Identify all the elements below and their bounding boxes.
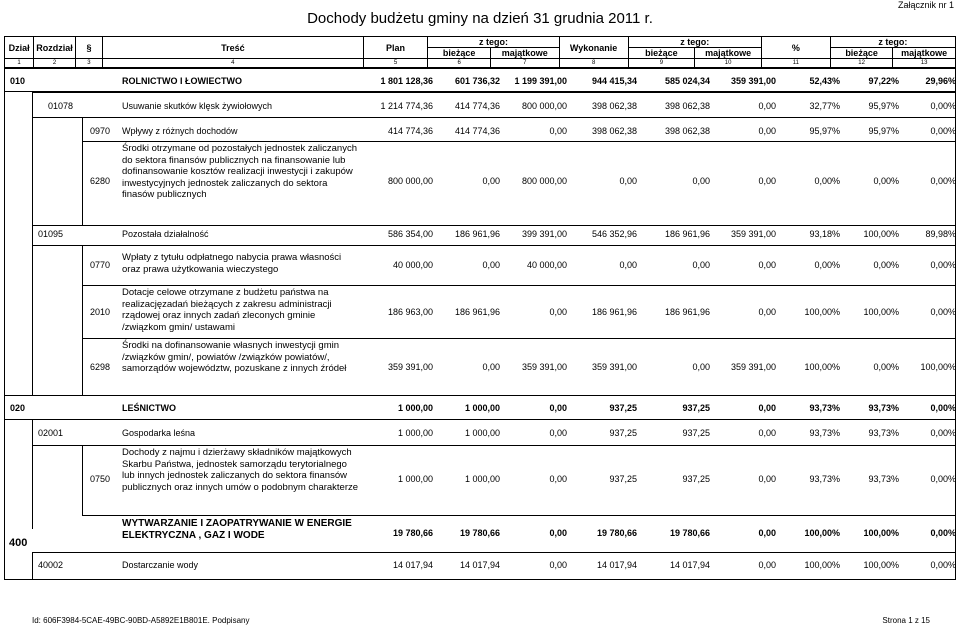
percent-biezace: 100,00%: [863, 307, 899, 317]
rozdzial-code: 40002: [38, 560, 64, 570]
percent-majatkowe: 100,00%: [920, 362, 956, 372]
percent-majatkowe: 29,96%: [925, 76, 956, 86]
plan-majatkowe: 800 000,00: [521, 176, 567, 186]
plan-biezace: 19 780,66: [459, 528, 500, 538]
percent: 95,97%: [809, 126, 840, 136]
plan-biezace: 1 000,00: [464, 403, 500, 413]
percent-majatkowe: 0,00%: [930, 176, 956, 186]
percent: 93,73%: [809, 428, 840, 438]
col-proc-ztego: z tego:: [830, 37, 955, 48]
dzial-code: 010: [10, 76, 26, 86]
percent-majatkowe: 0,00%: [930, 560, 956, 570]
divider: [4, 419, 956, 420]
paragraf-code: 0770: [90, 260, 111, 270]
percent-majatkowe: 0,00%: [930, 307, 956, 317]
percent-biezace: 0,00%: [873, 176, 899, 186]
row-name: Dochody z najmu i dzierżawy składników majątkowych Skarbu Państwa, jednostek samorządu terytorialnego lub innych jednostek zaliczanych do sektora finansów publicznych oraz innych umów o podobnym charakterze: [122, 447, 359, 493]
col-majatkowe-3: majątkowe: [893, 48, 956, 59]
col-plan: Plan: [363, 37, 428, 59]
col-dzial: Dział: [5, 37, 34, 59]
wyk-biezace: 398 062,38: [664, 101, 710, 111]
paragraf-code: 2010: [90, 307, 111, 317]
wyk-biezace: 585 024,34: [664, 76, 710, 86]
divider: [82, 338, 956, 339]
percent-biezace: 100,00%: [863, 528, 899, 538]
col-num: 9: [628, 59, 695, 68]
rozdzial-code: 02001: [38, 428, 64, 438]
plan-value: 359 391,00: [387, 362, 433, 372]
divider: [32, 92, 33, 395]
wyk-majatkowe: 359 391,00: [730, 76, 776, 86]
percent-biezace: 0,00%: [873, 260, 899, 270]
plan-value: 19 780,66: [392, 528, 433, 538]
divider: [4, 579, 956, 580]
percent-majatkowe: 89,98%: [925, 229, 956, 239]
wykonanie-value: 937,25: [609, 428, 637, 438]
divider: [82, 117, 83, 225]
row-name: Pozostała działalność: [122, 229, 209, 239]
wykonanie-value: 944 415,34: [591, 76, 637, 86]
plan-majatkowe: 0,00: [549, 528, 567, 538]
row-name: Gospodarka leśna: [122, 428, 196, 438]
col-rozdzial: Rozdział: [34, 37, 76, 59]
col-num: 11: [761, 59, 830, 68]
wyk-majatkowe: 0,00: [758, 428, 776, 438]
row-name: Dotacje celowe otrzymane z budżetu państwa na realizacjęzadań bieżących z zakresu administracji rządowej oraz innych zadań zleconych gminie /związkom gmin/ ustawami: [122, 287, 332, 333]
page-title: Dochody budżetu gminy na dzień 31 grudnia 2011 r.: [307, 10, 653, 27]
divider: [4, 68, 956, 69]
wyk-majatkowe: 0,00: [758, 403, 776, 413]
wyk-majatkowe: 0,00: [758, 126, 776, 136]
wykonanie-value: 359 391,00: [591, 362, 637, 372]
plan-biezace: 186 961,96: [454, 229, 500, 239]
col-procent: %: [761, 37, 830, 59]
col-num: 3: [75, 59, 102, 68]
plan-biezace: 414 774,36: [454, 101, 500, 111]
wykonanie-value: 14 017,94: [596, 560, 637, 570]
divider: [82, 117, 956, 118]
plan-majatkowe: 0,00: [549, 307, 567, 317]
wykonanie-value: 546 352,96: [591, 229, 637, 239]
col-biezace-2: bieżące: [628, 48, 695, 59]
percent: 52,43%: [809, 76, 840, 86]
wyk-biezace: 937,25: [682, 474, 710, 484]
col-tresc: Treść: [103, 37, 364, 59]
row-name: ROLNICTWO I ŁOWIECTWO: [122, 76, 242, 86]
col-num: 12: [830, 59, 893, 68]
table-header: [4, 36, 956, 68]
wykonanie-value: 0,00: [619, 260, 637, 270]
row-name: Wpływy z różnych dochodów: [122, 126, 238, 136]
percent-majatkowe: 0,00%: [930, 101, 956, 111]
divider: [955, 68, 956, 580]
percent-biezace: 97,22%: [868, 76, 899, 86]
divider: [32, 445, 956, 446]
paragraf-code: 6280: [90, 176, 111, 186]
percent-biezace: 0,00%: [873, 362, 899, 372]
plan-value: 1 000,00: [397, 428, 433, 438]
row-name: Środki otrzymane od pozostałych jednostek zaliczanych do sektora finansów publicznych na finansowanie lub dofinansowanie kosztów realizacji inwestycji i zakupów inwestycyjnych jednostek zaliczanych do sektora finasów publicznych: [122, 143, 357, 201]
plan-majatkowe: 359 391,00: [521, 362, 567, 372]
wyk-biezace: 186 961,96: [664, 307, 710, 317]
wyk-majatkowe: 0,00: [758, 260, 776, 270]
plan-biezace: 14 017,94: [459, 560, 500, 570]
percent-majatkowe: 0,00%: [930, 260, 956, 270]
percent: 32,77%: [809, 101, 840, 111]
rozdzial-code: 01095: [38, 229, 64, 239]
wykonanie-value: 398 062,38: [591, 101, 637, 111]
plan-value: 1 801 128,36: [380, 76, 433, 86]
divider: [32, 552, 33, 580]
plan-biezace: 414 774,36: [454, 126, 500, 136]
plan-value: 800 000,00: [387, 176, 433, 186]
rozdzial-code: 01078: [48, 101, 74, 111]
plan-majatkowe: 0,00: [549, 428, 567, 438]
paragraf-code: 0970: [90, 126, 111, 136]
col-num: 6: [428, 59, 491, 68]
divider: [32, 92, 956, 93]
row-name: Wpłaty z tytułu odpłatnego nabycia prawa własności oraz prawa użytkowania wieczystego: [122, 252, 342, 275]
wyk-biezace: 0,00: [692, 260, 710, 270]
wyk-biezace: 937,25: [682, 428, 710, 438]
col-num: 1: [5, 59, 34, 68]
document-id: Id: 606F3984-5CAE-49BC-90BD-A5892E1B801E. Podpisany: [32, 616, 250, 625]
percent: 100,00%: [804, 528, 840, 538]
plan-value: 414 774,36: [387, 126, 433, 136]
plan-biezace: 1 000,00: [464, 428, 500, 438]
plan-majatkowe: 1 199 391,00: [514, 76, 567, 86]
percent: 93,73%: [809, 403, 840, 413]
wyk-biezace: 937,25: [682, 403, 710, 413]
divider: [32, 225, 956, 226]
percent: 0,00%: [814, 176, 840, 186]
percent-biezace: 100,00%: [863, 560, 899, 570]
paragraf-code: 0750: [90, 474, 111, 484]
percent-majatkowe: 0,00%: [930, 428, 956, 438]
plan-majatkowe: 0,00: [549, 403, 567, 413]
wyk-majatkowe: 0,00: [758, 176, 776, 186]
plan-majatkowe: 399 391,00: [521, 229, 567, 239]
percent: 93,73%: [809, 474, 840, 484]
plan-biezace: 186 961,96: [454, 307, 500, 317]
wykonanie-value: 937,25: [609, 403, 637, 413]
percent-biezace: 95,97%: [868, 101, 899, 111]
wyk-biezace: 398 062,38: [664, 126, 710, 136]
percent-majatkowe: 0,00%: [930, 403, 956, 413]
wyk-majatkowe: 0,00: [758, 474, 776, 484]
wyk-majatkowe: 0,00: [758, 560, 776, 570]
plan-value: 14 017,94: [392, 560, 433, 570]
wyk-majatkowe: 0,00: [758, 528, 776, 538]
wykonanie-value: 19 780,66: [596, 528, 637, 538]
divider: [32, 552, 956, 553]
col-paragraf: §: [75, 37, 102, 59]
col-biezace-1: bieżące: [428, 48, 491, 59]
percent: 100,00%: [804, 362, 840, 372]
row-name: LEŚNICTWO: [122, 403, 176, 413]
percent: 100,00%: [804, 560, 840, 570]
divider: [32, 419, 33, 529]
percent-biezace: 100,00%: [863, 229, 899, 239]
plan-biezace: 0,00: [482, 362, 500, 372]
dzial-code: 020: [10, 403, 26, 413]
col-plan-ztego: z tego:: [428, 37, 559, 48]
divider: [82, 285, 956, 286]
wyk-biezace: 0,00: [692, 176, 710, 186]
attachment-label: Załącznik nr 1: [897, 0, 954, 10]
divider: [4, 395, 956, 396]
wykonanie-value: 0,00: [619, 176, 637, 186]
plan-value: 186 963,00: [387, 307, 433, 317]
col-majatkowe-1: majątkowe: [490, 48, 559, 59]
plan-value: 40 000,00: [392, 260, 433, 270]
divider: [32, 245, 956, 246]
divider: [4, 68, 5, 580]
plan-majatkowe: 0,00: [549, 126, 567, 136]
percent-majatkowe: 0,00%: [930, 474, 956, 484]
plan-value: 1 214 774,36: [380, 101, 433, 111]
row-name: Usuwanie skutków klęsk żywiołowych: [122, 101, 273, 111]
divider: [82, 141, 956, 142]
percent: 0,00%: [814, 260, 840, 270]
wyk-biezace: 19 780,66: [669, 528, 710, 538]
col-wyk-ztego: z tego:: [628, 37, 761, 48]
col-biezace-3: bieżące: [830, 48, 893, 59]
wyk-biezace: 14 017,94: [669, 560, 710, 570]
plan-majatkowe: 40 000,00: [526, 260, 567, 270]
percent: 93,18%: [809, 229, 840, 239]
percent-majatkowe: 0,00%: [930, 528, 956, 538]
plan-majatkowe: 800 000,00: [521, 101, 567, 111]
dzial-code: 400: [9, 537, 28, 549]
plan-value: 586 354,00: [387, 229, 433, 239]
wyk-majatkowe: 0,00: [758, 101, 776, 111]
percent: 100,00%: [804, 307, 840, 317]
plan-biezace: 0,00: [482, 176, 500, 186]
col-num: 4: [103, 59, 364, 68]
col-wykonanie: Wykonanie: [559, 37, 628, 59]
col-num: 2: [34, 59, 76, 68]
col-num: 8: [559, 59, 628, 68]
col-majatkowe-2: majątkowe: [695, 48, 762, 59]
percent-biezace: 93,73%: [868, 474, 899, 484]
paragraf-code: 6298: [90, 362, 111, 372]
percent-majatkowe: 0,00%: [930, 126, 956, 136]
plan-majatkowe: 0,00: [549, 474, 567, 484]
col-num: 7: [490, 59, 559, 68]
percent-biezace: 93,73%: [868, 403, 899, 413]
col-num: 5: [363, 59, 428, 68]
plan-value: 1 000,00: [397, 474, 433, 484]
plan-biezace: 601 736,32: [454, 76, 500, 86]
wyk-biezace: 186 961,96: [664, 229, 710, 239]
plan-biezace: 1 000,00: [464, 474, 500, 484]
wykonanie-value: 186 961,96: [591, 307, 637, 317]
divider: [82, 445, 83, 515]
wyk-majatkowe: 0,00: [758, 307, 776, 317]
wyk-biezace: 0,00: [692, 362, 710, 372]
wykonanie-value: 398 062,38: [591, 126, 637, 136]
row-name: Środki na dofinansowanie własnych inwestycji gmin /związków gmin/, powiatów /związków powiatów/, samorządów województw, pozuskane z innych źródeł: [122, 340, 347, 375]
row-name: Dostarczanie wody: [122, 560, 199, 570]
wyk-majatkowe: 359 391,00: [730, 362, 776, 372]
plan-value: 1 000,00: [397, 403, 433, 413]
divider: [82, 245, 83, 395]
wykonanie-value: 937,25: [609, 474, 637, 484]
percent-biezace: 93,73%: [868, 428, 899, 438]
col-num: 13: [893, 59, 956, 68]
divider: [82, 515, 956, 516]
plan-majatkowe: 0,00: [549, 560, 567, 570]
plan-biezace: 0,00: [482, 260, 500, 270]
wyk-majatkowe: 359 391,00: [730, 229, 776, 239]
percent-biezace: 95,97%: [868, 126, 899, 136]
page-number: Strona 1 z 15: [882, 616, 930, 625]
row-name: WYTWARZANIE I ZAOPATRYWANIE W ENERGIE ELEKTRYCZNA , GAZ I WODE: [122, 518, 352, 541]
col-num: 10: [695, 59, 762, 68]
